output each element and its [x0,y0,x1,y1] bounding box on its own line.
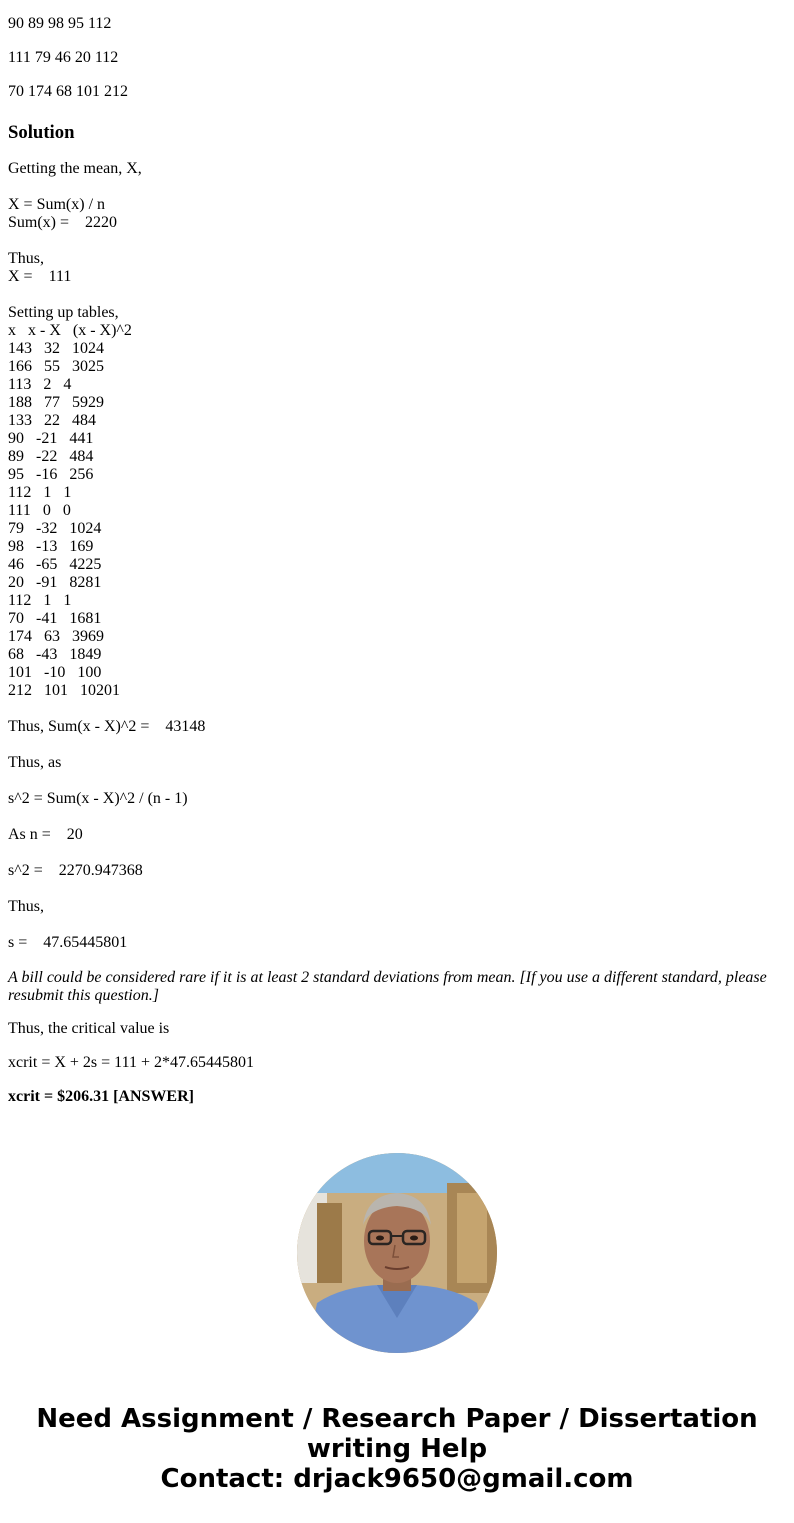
promo-contact: Contact: drjack9650@gmail.com [160,1464,634,1494]
critical-formula: xcrit = X + 2s = 111 + 2*47.65445801 [8,1054,255,1071]
sum-value: Sum(x) = 2220 [8,214,118,231]
table-intro: Setting up tables, [8,304,119,321]
table-row: 95 -16 256 [8,466,94,483]
promo-line-1: Need Assignment / Research Paper / Dissertation [36,1404,758,1434]
table-row: 46 -65 4225 [8,556,102,573]
table-row: 20 -91 8281 [8,574,102,591]
table-row: 112 1 1 [8,484,72,501]
table-row: 98 -13 169 [8,538,94,555]
table-row: 113 2 4 [8,376,72,393]
person-photo-icon [297,1153,497,1353]
table-row: 112 1 1 [8,592,72,609]
table-row: 90 -21 441 [8,430,94,447]
author-photo [297,1153,497,1353]
table-row: 133 22 484 [8,412,96,429]
promo-line-2: writing Help [306,1434,488,1464]
sum-squares: Thus, Sum(x - X)^2 = 43148 [8,718,206,735]
table-header: x x - X (x - X)^2 [8,322,132,339]
answer-line: xcrit = $206.31 [ANSWER] [8,1088,194,1105]
variance-formula: s^2 = Sum(x - X)^2 / (n - 1) [8,790,188,807]
table-row: 79 -32 1024 [8,520,102,537]
table-row: 70 -41 1681 [8,610,102,627]
variance-value: s^2 = 2270.947368 [8,862,143,879]
thus-text: Thus, [8,250,44,267]
table-row: 212 101 10201 [8,682,120,699]
table-row: 174 63 3969 [8,628,104,645]
data-row-1: 90 89 98 95 112 [8,15,112,32]
table-row: 111 0 0 [8,502,71,519]
table-row: 89 -22 484 [8,448,94,465]
solution-heading: Solution [8,122,75,143]
n-value: As n = 20 [8,826,83,843]
table-row: 143 32 1024 [8,340,104,357]
table-row: 101 -10 100 [8,664,102,681]
thus-text-2: Thus, [8,898,44,915]
rarity-note: A bill could be considered rare if it is at least 2 standard deviations from mean. [If you use a different standard, please resubmit this question.] [8,969,767,1004]
mean-value: X = 111 [8,268,72,285]
mean-formula: X = Sum(x) / n [8,196,106,213]
table-row: 166 55 3025 [8,358,104,375]
data-row-2: 111 79 46 20 112 [8,49,119,66]
thus-as-text: Thus, as [8,754,62,771]
table-row: 188 77 5929 [8,394,104,411]
critical-intro: Thus, the critical value is [8,1020,170,1037]
data-row-3: 70 174 68 101 212 [8,83,128,100]
table-row: 68 -43 1849 [8,646,102,663]
std-dev-value: s = 47.65445801 [8,934,128,951]
mean-intro: Getting the mean, X, [8,160,142,177]
